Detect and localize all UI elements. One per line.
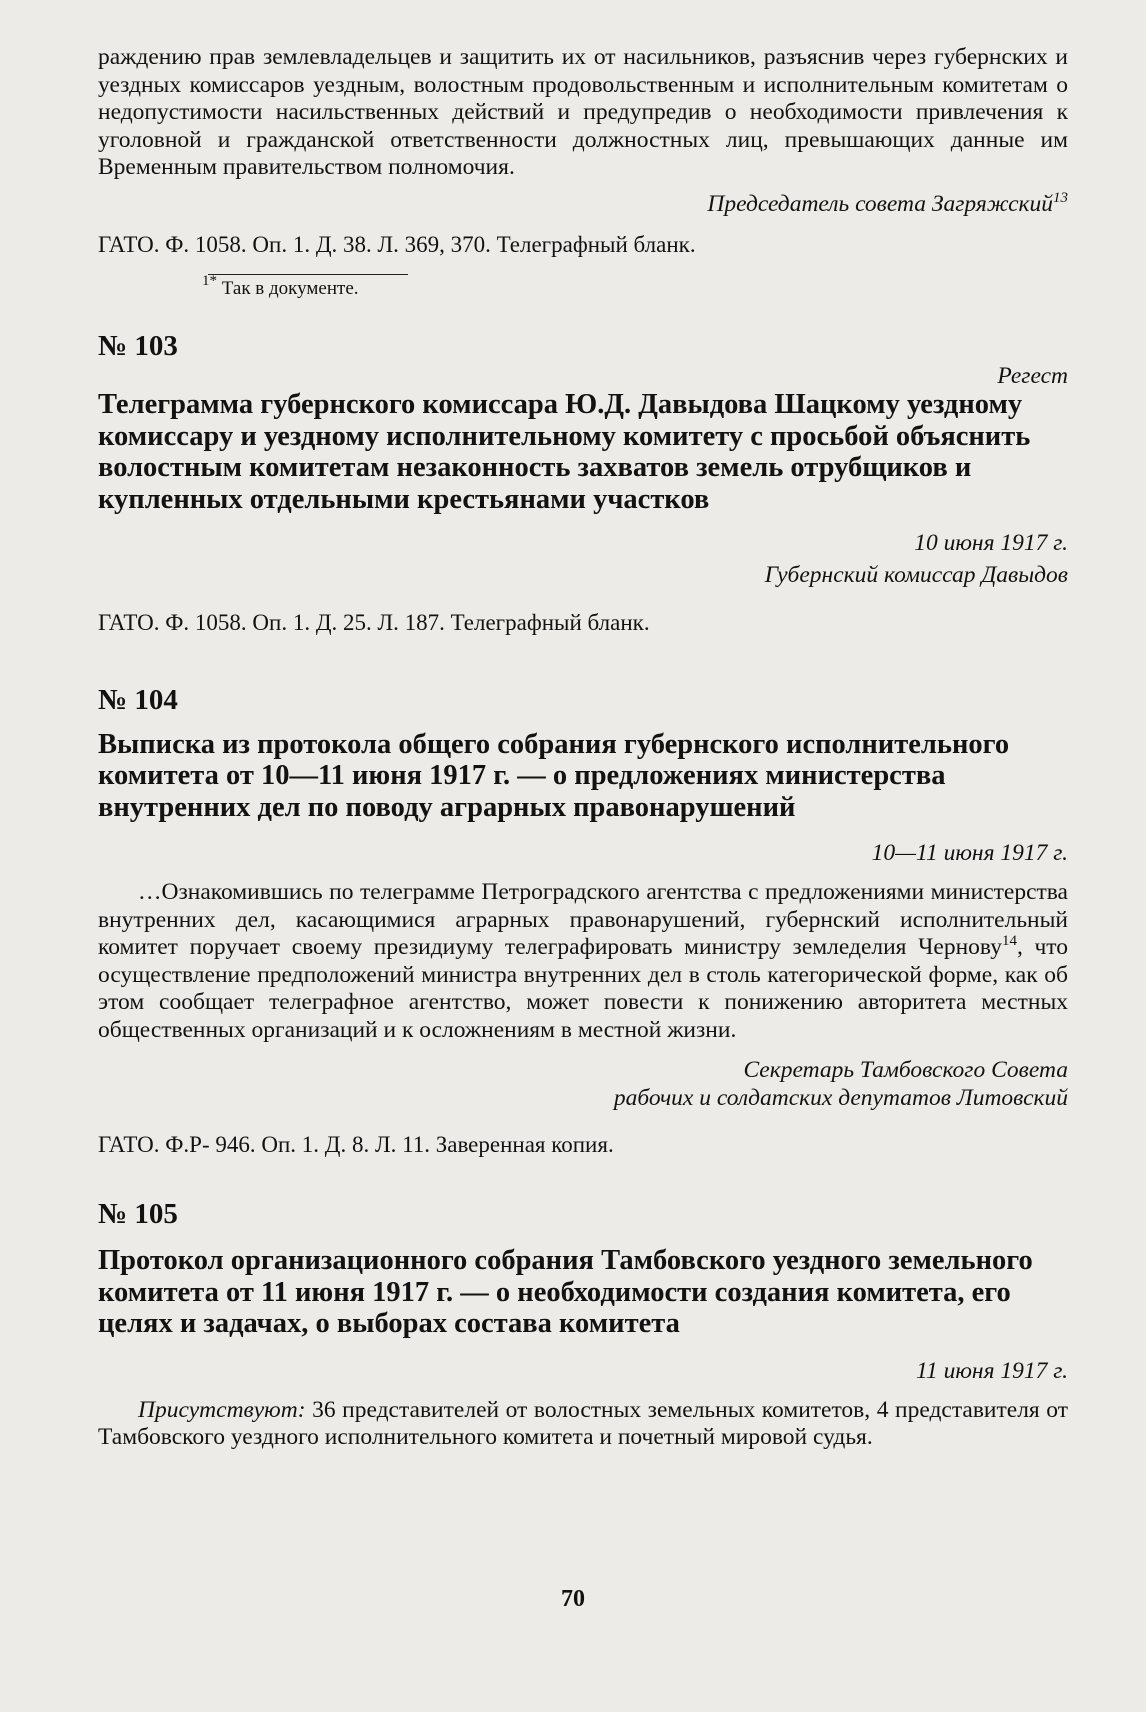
doc104-body <box>98 879 1068 1044</box>
intro-footnote <box>202 273 1068 301</box>
doc105-number: № 105 <box>98 1198 178 1230</box>
intro-source: ГАТО. Ф. 1058. Оп. 1. Д. 38. Л. 369, 370. Телеграфный бланк. <box>98 232 696 257</box>
doc104-body-after: , что осуществление предположений министра внутренних дел в столь категорической форме, как об этом сообщает телеграфное агентство, может повести к понижению авторитета местных общественных организаций и к осложнениям в местной жизни. <box>98 934 1068 1043</box>
intro-signature-line <box>98 191 1068 219</box>
doc103-source: ГАТО. Ф. 1058. Оп. 1. Д. 25. Л. 187. Телеграфный бланк. <box>98 609 650 635</box>
intro-paragraph: раждению прав землевладельцев и защитить их от насильников, разъяснив через губернских и уездных комиссаров уездным, волостным продовольственным и исполнительным комитетам о недопустимости насильственных действий и предупредив о необходимости привлечения к уголовной и гражданской ответственности должностных лиц, превышающих данные им Временным правительством полномочия. <box>98 44 1068 180</box>
intro-signature-note: 13 <box>1053 189 1068 206</box>
footnote-text: Так в документе. <box>221 278 359 299</box>
doc104-title: Выписка из протокола общего собрания губернского исполнительного комитета от 10—11 июня 1917 г. — о предложениях министерства внутренних дел по поводу аграрных правонарушений <box>98 728 1010 823</box>
page-number: 70 <box>561 1586 585 1612</box>
doc105-title: Протокол организационного собрания Тамбовского уездного земельного комитета от 11 июня 1917 г. — о необходимости создания комитета, его целях и задачах, о выборах состава комитета <box>98 1245 1033 1339</box>
doc103-title: Телеграмма губернского комиссара Ю.Д. Давыдова Шацкому уездному комиссару и уездному исполнительному комитету с просьбой объяснить волостным комитетам незаконность захватов земель отрубщиков и купленных отдельными крестьянами участков <box>98 389 1031 515</box>
footnote-mark: 1* <box>202 273 217 289</box>
doc104-signature-line2: рабочих и солдатских депутатов Литовский <box>613 1084 1068 1111</box>
footnote-divider <box>208 274 408 275</box>
doc103-label: Регест <box>997 363 1068 389</box>
doc105-present-text: 36 представителей от волостных земельных комитетов, 4 представителя от Тамбовского уездного исполнительного комитета и почетный мировой судья. <box>98 1396 1068 1450</box>
doc105-date: 11 июня 1917 г. <box>915 1357 1068 1384</box>
doc104-source: ГАТО. Ф.Р- 946. Оп. 1. Д. 8. Л. 11. Заверенная копия. <box>98 1132 614 1157</box>
doc103-number: № 103 <box>98 330 178 362</box>
doc104-date: 10—11 июня 1917 г. <box>871 840 1068 866</box>
page-content <box>98 44 1068 1452</box>
doc103-date: 10 июня 1917 г. <box>914 530 1068 556</box>
doc104-body-before: …Ознакомившись по телеграмме Петроградского агентства с предложениями министерства внутренних дел, касающимися аграрных правонарушений, губернский исполнительный комитет поручает своему президиуму телеграфировать министру земледелия Чернову <box>98 879 1068 960</box>
doc104-number: № 104 <box>98 683 178 716</box>
doc105-present-label: Присутствуют: <box>138 1396 306 1423</box>
doc104-signature-line1: Секретарь Тамбовского Совета <box>743 1057 1068 1083</box>
doc104-body-note: 14 <box>1001 933 1017 949</box>
doc103-signature: Губернский комиссар Давыдов <box>764 562 1068 588</box>
doc105-present <box>98 1397 1068 1452</box>
intro-signature: Председатель совета Загряжский <box>707 190 1053 217</box>
